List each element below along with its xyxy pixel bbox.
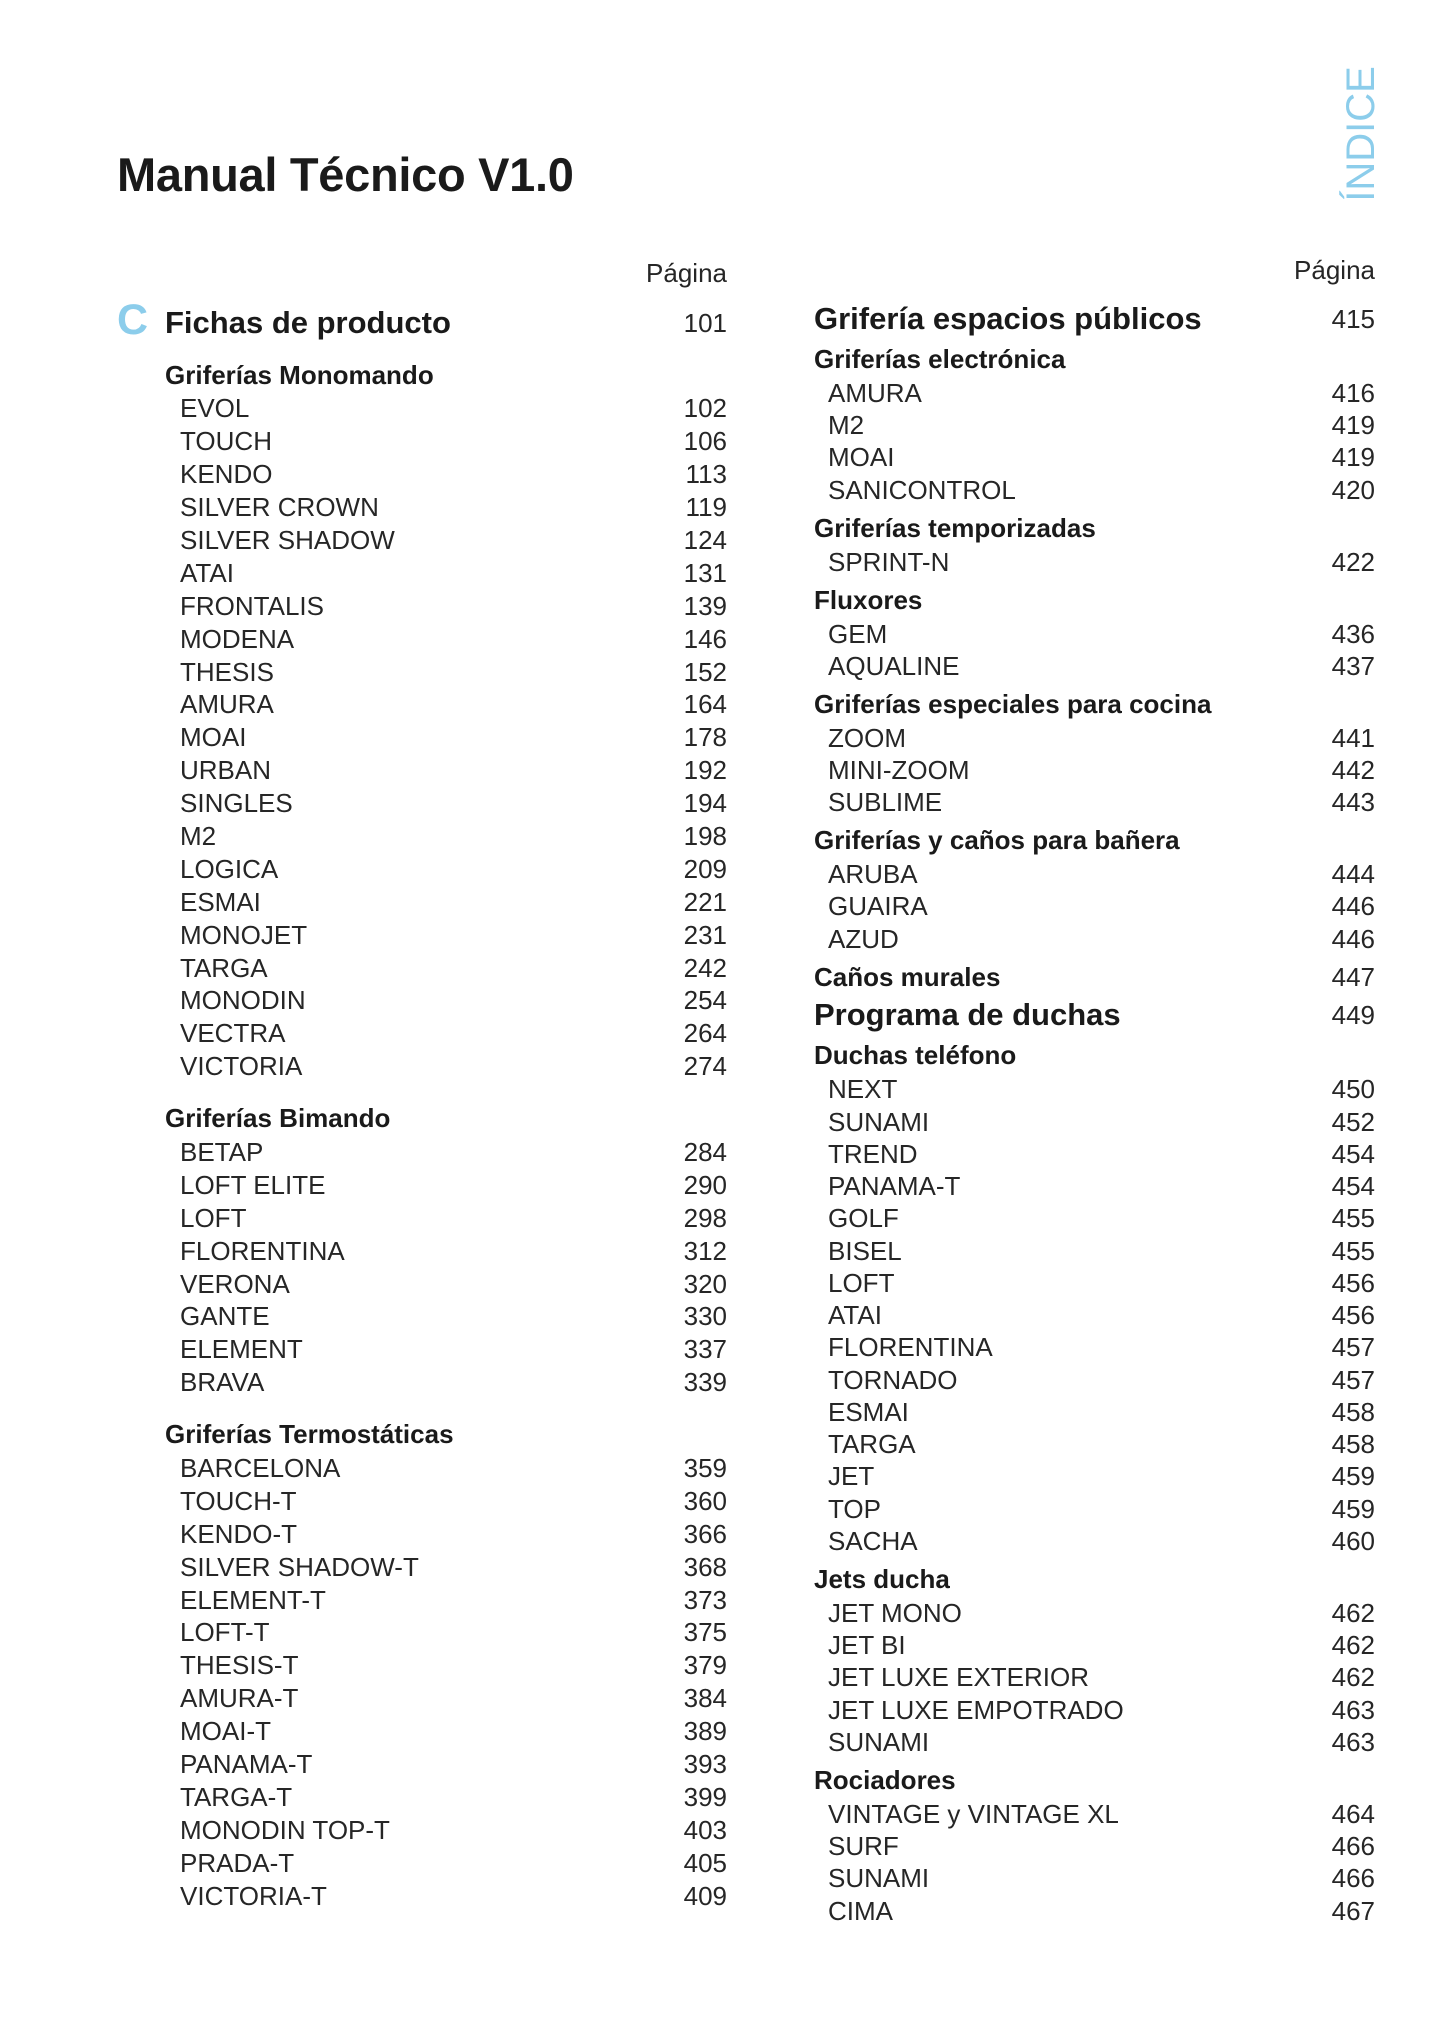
toc-entry	[117, 1050, 727, 1083]
entry-page-number: 360	[683, 1485, 727, 1516]
entry-name: TOUCH	[180, 426, 272, 457]
entry-name: SPRINT-N	[828, 546, 950, 577]
entry-page-number: 164	[683, 689, 727, 720]
entry-name: ARUBA	[828, 859, 918, 890]
entry-page-number: 463	[1331, 1726, 1375, 1757]
entry-name: AZUD	[828, 923, 899, 954]
entry-page-number: 373	[683, 1584, 727, 1615]
entry-page-number: 463	[1331, 1694, 1375, 1725]
entry-name: SANICONTROL	[828, 474, 1016, 505]
entry-page-number: 113	[685, 459, 727, 490]
toc-entry	[814, 474, 1375, 506]
entry-name: ATAI	[180, 557, 234, 588]
entry-page-number: 124	[683, 524, 727, 555]
section-page-number: 101	[683, 308, 727, 338]
entry-name: MODENA	[180, 623, 295, 654]
entry-page-number: 368	[683, 1551, 727, 1582]
entry-name: VICTORIA-T	[180, 1880, 327, 1911]
toc-entry	[814, 1895, 1375, 1927]
entry-page-number: 444	[1331, 859, 1375, 890]
toc-entry	[117, 524, 727, 557]
toc-entry	[117, 491, 727, 524]
entry-name: JET LUXE EXTERIOR	[828, 1662, 1090, 1693]
section-page-number: 449	[1331, 1000, 1375, 1031]
toc-entry	[814, 1597, 1375, 1629]
entry-name: AMURA	[828, 377, 922, 408]
entry-page-number: 405	[683, 1847, 727, 1878]
entry-name: ESMAI	[180, 886, 261, 917]
entry-name: PANAMA-T	[828, 1171, 961, 1202]
entry-name: MOAI	[828, 442, 895, 473]
entry-name: THESIS	[180, 656, 274, 687]
toc-entry	[117, 623, 727, 656]
toc-entry	[814, 1460, 1375, 1492]
entry-name: TORNADO	[828, 1364, 958, 1395]
toc-entry	[117, 1880, 727, 1913]
entry-name: FRONTALIS	[180, 590, 324, 621]
entry-name: ZOOM	[828, 722, 906, 753]
entry-page-number: 454	[1331, 1138, 1375, 1169]
entry-name: BISEL	[828, 1235, 902, 1266]
toc-entry	[117, 656, 727, 689]
entry-name: SUNAMI	[828, 1106, 930, 1137]
entry-name: SUNAMI	[828, 1863, 930, 1894]
entry-page-number: 209	[683, 853, 727, 884]
toc-entry	[117, 1781, 727, 1814]
entry-page-number: 320	[683, 1268, 727, 1299]
entry-name: NEXT	[828, 1074, 898, 1105]
entry-page-number: 106	[683, 426, 727, 457]
entry-page-number: 389	[683, 1716, 727, 1747]
toc-entry	[814, 1525, 1375, 1557]
entry-page-number: 102	[683, 393, 727, 424]
page-column-label: Página	[1294, 255, 1375, 285]
entry-name: GUAIRA	[828, 891, 928, 922]
entry-page-number: 399	[683, 1781, 727, 1812]
toc-entry	[117, 1715, 727, 1748]
entry-name: PRADA-T	[180, 1847, 295, 1878]
entry-name: URBAN	[180, 755, 272, 786]
entry-name: JET MONO	[828, 1597, 962, 1628]
entry-name: MINI-ZOOM	[828, 754, 970, 785]
group-title: Jets ducha	[814, 1563, 950, 1594]
toc-entry	[117, 1748, 727, 1781]
entry-page-number: 359	[683, 1453, 727, 1483]
entry-page-number: 466	[1331, 1863, 1375, 1894]
toc-entry	[814, 1202, 1375, 1234]
entry-page-number: 337	[683, 1334, 727, 1365]
group-heading	[814, 512, 1375, 544]
toc-entry	[117, 1518, 727, 1551]
toc-entry	[814, 1798, 1375, 1830]
toc-entry	[117, 1268, 727, 1301]
entry-page-number: 455	[1331, 1235, 1375, 1266]
entry-page-number: 457	[1331, 1364, 1375, 1395]
section-heading	[117, 295, 727, 344]
toc-entry	[117, 984, 727, 1017]
entry-name: MOAI-T	[180, 1716, 271, 1747]
entry-page-number: 242	[683, 952, 727, 983]
entry-page-number: 131	[683, 557, 727, 588]
group-heading	[814, 584, 1375, 616]
entry-name: SACHA	[828, 1525, 918, 1556]
entry-name: VECTRA	[180, 1018, 286, 1049]
entry-name: GANTE	[180, 1301, 270, 1332]
entry-page-number: 384	[683, 1683, 727, 1714]
entry-page-number: 454	[1331, 1171, 1375, 1202]
group-heading	[814, 688, 1375, 720]
group-heading	[117, 1418, 727, 1451]
entry-name: SURF	[828, 1831, 899, 1861]
entry-page-number: 462	[1331, 1662, 1375, 1693]
entry-page-number: 379	[683, 1650, 727, 1681]
group-heading	[814, 1039, 1375, 1071]
entry-page-number: 459	[1331, 1493, 1375, 1524]
entry-name: LOFT-T	[180, 1617, 270, 1648]
entry-name: FLORENTINA	[180, 1235, 345, 1266]
entry-page-number: 419	[1331, 410, 1375, 441]
toc-entry	[117, 1366, 727, 1399]
group-heading	[814, 824, 1375, 856]
entry-page-number: 422	[1331, 546, 1375, 577]
page-column-label: Página	[646, 258, 727, 288]
entry-page-number: 152	[683, 656, 727, 687]
entry-name: TREND	[828, 1138, 918, 1169]
entry-name: MONODIN TOP-T	[180, 1814, 390, 1845]
entry-name: AMURA	[180, 689, 274, 720]
entry-page-number: 254	[683, 985, 727, 1016]
toc-entry	[117, 1847, 727, 1880]
toc-entry	[814, 377, 1375, 409]
entry-name: TOUCH-T	[180, 1485, 297, 1516]
toc-entry	[814, 1235, 1375, 1267]
entry-name: JET BI	[828, 1630, 906, 1661]
toc-entry	[814, 441, 1375, 473]
entry-name: ATAI	[828, 1300, 882, 1331]
toc-entry	[117, 1616, 727, 1649]
entry-name: GEM	[828, 618, 888, 649]
entry-name: BARCELONA	[180, 1453, 341, 1483]
section-heading	[814, 995, 1375, 1035]
entry-page-number: 119	[685, 492, 727, 523]
entry-page-number: 437	[1331, 650, 1375, 681]
entry-name: AMURA-T	[180, 1683, 299, 1714]
entry-page-number: 442	[1331, 754, 1375, 785]
toc-entry	[814, 618, 1375, 650]
toc-entry	[814, 1267, 1375, 1299]
entry-name: MONOJET	[180, 919, 308, 950]
entry-page-number: 446	[1331, 891, 1375, 922]
entry-page-number: 455	[1331, 1203, 1375, 1234]
entry-page-number: 192	[683, 755, 727, 786]
toc-entry	[814, 1694, 1375, 1726]
entry-page-number: 459	[1331, 1461, 1375, 1492]
entry-name: BETAP	[180, 1136, 264, 1167]
toc-entry	[117, 721, 727, 754]
toc-entry	[814, 1331, 1375, 1363]
toc-entry	[117, 557, 727, 590]
index-side-tab: ÍNDICE	[1339, 66, 1383, 202]
section-heading	[814, 299, 1375, 339]
entry-page-number: 194	[683, 788, 727, 819]
group-title: Caños murales	[814, 961, 1001, 992]
entry-name: CIMA	[828, 1895, 893, 1926]
toc-entry	[814, 1830, 1375, 1862]
entry-name: JET	[828, 1461, 875, 1492]
entry-name: TOP	[828, 1493, 881, 1524]
entry-name: SUBLIME	[828, 787, 943, 818]
group-title: Duchas teléfono	[814, 1040, 1017, 1071]
toc-entry	[814, 409, 1375, 441]
toc-entry	[117, 1551, 727, 1584]
entry-name: FLORENTINA	[828, 1332, 993, 1363]
entry-name: MONODIN	[180, 985, 306, 1016]
entry-page-number: 456	[1331, 1300, 1375, 1331]
toc-entry	[814, 1862, 1375, 1894]
toc-entry	[814, 1629, 1375, 1661]
toc-entry	[117, 787, 727, 820]
entry-name: SILVER CROWN	[180, 492, 379, 523]
entry-name: MOAI	[180, 722, 247, 753]
toc-entry	[814, 1493, 1375, 1525]
section-letter: C	[117, 295, 149, 344]
toc-entry	[117, 1452, 727, 1485]
entry-name: SINGLES	[180, 788, 293, 819]
toc-entry	[117, 392, 727, 425]
toc-entry	[117, 952, 727, 985]
entry-page-number: 139	[683, 590, 727, 621]
group-title: Fluxores	[814, 584, 923, 615]
toc-column-right	[814, 299, 1375, 1927]
entry-name: TARGA	[180, 952, 268, 983]
toc-entry	[814, 1428, 1375, 1460]
group-title: Griferías temporizadas	[814, 512, 1096, 543]
entry-name: LOGICA	[180, 853, 279, 884]
section-title: Fichas de producto	[165, 305, 451, 340]
entry-page-number: 264	[683, 1018, 727, 1049]
entry-name: TARGA	[828, 1429, 916, 1460]
toc-entry	[117, 1584, 727, 1617]
entry-name: JET LUXE EMPOTRADO	[828, 1694, 1124, 1725]
entry-name: ELEMENT	[180, 1334, 303, 1365]
toc-entry	[814, 722, 1375, 754]
entry-name: SUNAMI	[828, 1726, 930, 1757]
entry-page-number: 290	[683, 1169, 727, 1200]
entry-page-number: 443	[1331, 787, 1375, 818]
entry-name: LOFT ELITE	[180, 1169, 326, 1200]
entry-name: SILVER SHADOW-T	[180, 1551, 419, 1582]
toc-entry	[117, 1235, 727, 1268]
entry-page-number: 312	[683, 1235, 727, 1266]
entry-name: ELEMENT-T	[180, 1584, 326, 1615]
toc-entry	[117, 1814, 727, 1847]
entry-name: BRAVA	[180, 1367, 265, 1398]
toc-entry	[814, 1726, 1375, 1758]
group-heading	[814, 1563, 1375, 1595]
group-heading	[814, 1764, 1375, 1796]
toc-entry	[117, 688, 727, 721]
toc-entry	[117, 1017, 727, 1050]
entry-name: VINTAGE y VINTAGE XL	[828, 1798, 1119, 1829]
group-title: Griferías Bimando	[165, 1103, 391, 1134]
toc-entry	[117, 1485, 727, 1518]
entry-page-number: 456	[1331, 1267, 1375, 1298]
group-title: Griferías Monomando	[165, 359, 434, 390]
toc-entry	[117, 1169, 727, 1202]
toc-entry	[814, 858, 1375, 890]
toc-entry	[117, 590, 727, 623]
entry-page-number: 462	[1331, 1597, 1375, 1628]
section-title: Programa de duchas	[814, 997, 1121, 1033]
entry-page-number: 375	[683, 1617, 727, 1648]
toc-entry	[814, 1073, 1375, 1105]
entry-page-number: 198	[683, 820, 727, 851]
toc-entry	[117, 886, 727, 919]
entry-page-number: 419	[1331, 442, 1375, 473]
entry-name: M2	[828, 410, 865, 441]
entry-name: AQUALINE	[828, 650, 960, 681]
entry-name: LOFT	[180, 1202, 247, 1233]
entry-name: THESIS-T	[180, 1650, 299, 1681]
toc-entry	[814, 923, 1375, 955]
toc-column-left	[117, 295, 727, 1912]
entry-name: KENDO	[180, 459, 273, 490]
entry-name: VERONA	[180, 1268, 290, 1299]
toc-entry	[117, 1333, 727, 1366]
entry-page-number: 458	[1331, 1429, 1375, 1460]
toc-entry	[814, 890, 1375, 922]
group-page-number: 447	[1331, 961, 1375, 992]
entry-page-number: 464	[1331, 1798, 1375, 1829]
group-title: Griferías electrónica	[814, 344, 1066, 374]
entry-page-number: 436	[1331, 618, 1375, 649]
section-page-number: 415	[1331, 304, 1375, 334]
toc-entry	[117, 425, 727, 458]
document-title: Manual Técnico V1.0	[117, 148, 574, 201]
entry-page-number: 462	[1331, 1630, 1375, 1661]
entry-name: LOFT	[828, 1267, 895, 1298]
entry-page-number: 284	[683, 1136, 727, 1167]
entry-name: ESMAI	[828, 1396, 909, 1427]
entry-name: SILVER SHADOW	[180, 524, 395, 555]
entry-page-number: 466	[1331, 1831, 1375, 1861]
entry-name: VICTORIA	[180, 1051, 303, 1082]
entry-page-number: 460	[1331, 1525, 1375, 1556]
group-heading	[814, 961, 1375, 993]
toc-entry	[814, 1661, 1375, 1693]
entry-page-number: 409	[683, 1880, 727, 1911]
entry-name: M2	[180, 820, 217, 851]
toc-entry	[117, 458, 727, 491]
group-heading	[117, 359, 727, 392]
toc-entry	[117, 853, 727, 886]
toc-entry	[814, 1364, 1375, 1396]
entry-page-number: 450	[1331, 1074, 1375, 1105]
entry-page-number: 458	[1331, 1396, 1375, 1427]
toc-entry	[117, 1202, 727, 1235]
entry-page-number: 420	[1331, 474, 1375, 505]
entry-page-number: 441	[1331, 722, 1375, 753]
entry-page-number: 467	[1331, 1895, 1375, 1926]
group-heading	[117, 1102, 727, 1135]
toc-entry	[117, 1649, 727, 1682]
entry-page-number: 403	[683, 1814, 727, 1845]
toc-entry	[117, 919, 727, 952]
entry-page-number: 221	[683, 886, 727, 917]
entry-page-number: 146	[683, 623, 727, 654]
toc-entry	[814, 1299, 1375, 1331]
toc-entry	[814, 1396, 1375, 1428]
toc-entry	[814, 1106, 1375, 1138]
entry-name: GOLF	[828, 1203, 899, 1234]
toc-entry	[814, 1138, 1375, 1170]
toc-entry	[117, 1682, 727, 1715]
entry-page-number: 393	[683, 1749, 727, 1780]
toc-entry	[814, 786, 1375, 818]
group-title: Rociadores	[814, 1764, 956, 1795]
entry-page-number: 330	[683, 1301, 727, 1332]
entry-page-number: 339	[683, 1367, 727, 1398]
section-title: Grifería espacios públicos	[814, 301, 1202, 336]
group-title: Griferías Termostáticas	[165, 1419, 454, 1450]
entry-page-number: 457	[1331, 1332, 1375, 1363]
toc-entry	[814, 754, 1375, 786]
group-title: Griferías especiales para cocina	[814, 688, 1212, 719]
entry-name: TARGA-T	[180, 1781, 293, 1812]
entry-page-number: 452	[1331, 1106, 1375, 1137]
entry-name: KENDO-T	[180, 1518, 297, 1549]
entry-page-number: 231	[683, 919, 727, 950]
toc-entry	[814, 650, 1375, 682]
entry-page-number: 178	[683, 722, 727, 753]
toc-entry	[117, 820, 727, 853]
group-heading	[814, 343, 1375, 375]
toc-entry	[117, 1300, 727, 1333]
entry-page-number: 274	[683, 1051, 727, 1082]
entry-name: EVOL	[180, 393, 250, 424]
entry-page-number: 298	[683, 1202, 727, 1233]
toc-entry	[117, 754, 727, 787]
toc-entry	[814, 546, 1375, 578]
entry-page-number: 416	[1331, 377, 1375, 408]
entry-page-number: 446	[1331, 923, 1375, 954]
toc-entry	[814, 1170, 1375, 1202]
entry-name: PANAMA-T	[180, 1749, 313, 1780]
entry-page-number: 366	[683, 1518, 727, 1549]
toc-entry	[117, 1136, 727, 1169]
group-title: Griferías y caños para bañera	[814, 825, 1180, 856]
